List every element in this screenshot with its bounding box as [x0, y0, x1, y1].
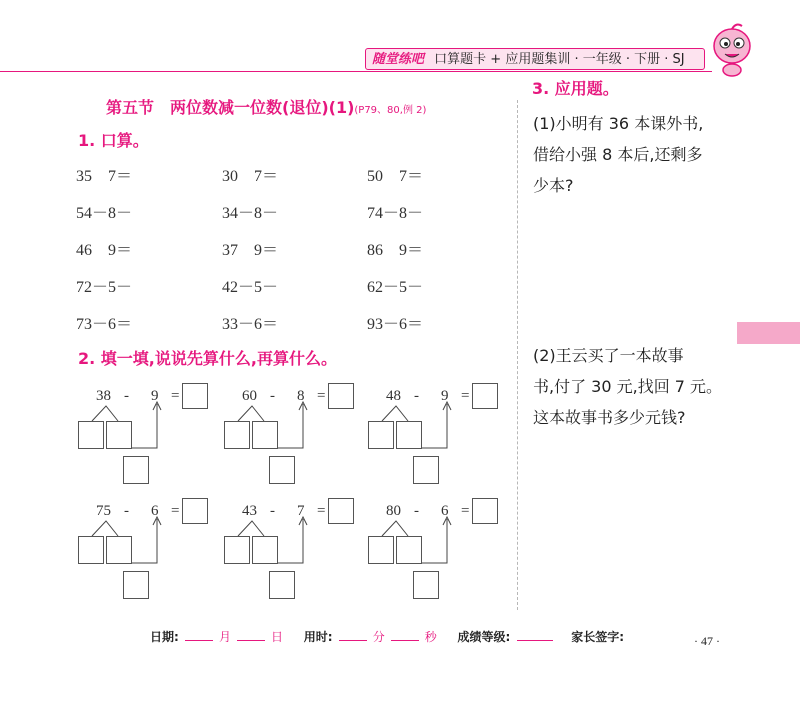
problem-line: 借给小强 8 本后,还剩多 — [533, 145, 703, 164]
grade-field[interactable] — [517, 640, 553, 641]
date-label: 日期: — [150, 630, 179, 644]
parent-label: 家长签字: — [571, 630, 625, 644]
equals: = — [317, 503, 326, 519]
fill-box[interactable] — [252, 536, 278, 564]
equals: = — [171, 503, 180, 519]
fill-box[interactable] — [106, 536, 132, 564]
q3-title: 3. 应用题。 — [532, 79, 619, 98]
calc-item: 37 9＝ — [222, 242, 279, 259]
mascot-icon — [708, 22, 756, 78]
equals: = — [461, 503, 470, 519]
second-field[interactable] — [391, 640, 419, 641]
header-divider — [0, 71, 712, 72]
decomp-problem — [224, 388, 364, 488]
problem-line: 书,付了 30 元,找回 7 元。 — [533, 377, 723, 396]
second-unit: 秒 — [424, 630, 437, 644]
fill-box[interactable] — [106, 421, 132, 449]
decomp-problem — [368, 503, 508, 603]
problem-line: (1)小明有 36 本课外书, — [533, 114, 704, 133]
section-title — [106, 95, 426, 118]
fill-box[interactable] — [413, 456, 439, 484]
calc-item: 42－5－ — [222, 279, 279, 296]
decomp-problem — [78, 388, 218, 488]
footer — [150, 628, 624, 645]
q1-title: 1. 口算。 — [78, 131, 149, 150]
fill-box[interactable] — [252, 421, 278, 449]
calc-item: 54－8－ — [76, 205, 133, 222]
calc-item: 93－6＝ — [367, 316, 424, 333]
subtrahend: 8 — [297, 388, 305, 404]
decomp-problem — [78, 503, 218, 603]
calc-item: 72－5－ — [76, 279, 133, 296]
calc-item: 30 7＝ — [222, 168, 279, 185]
equals: = — [461, 388, 470, 404]
operator: - — [124, 388, 129, 404]
operator: - — [414, 503, 419, 519]
header-title: 口算题卡 + 应用题集训 · 一年级 · 下册 · SJ — [434, 52, 685, 67]
minuend: 38 — [96, 388, 111, 404]
minute-field[interactable] — [339, 640, 367, 641]
decomp-problem — [224, 503, 364, 603]
fill-box[interactable] — [269, 456, 295, 484]
minuend: 75 — [96, 503, 111, 519]
subtrahend: 6 — [441, 503, 449, 519]
calc-item: 73－6＝ — [76, 316, 133, 333]
fill-box[interactable] — [123, 456, 149, 484]
operator: - — [270, 388, 275, 404]
word-problem-1 — [533, 108, 733, 201]
fill-box[interactable] — [123, 571, 149, 599]
day-unit: 日 — [271, 630, 284, 644]
operator: - — [124, 503, 129, 519]
column-divider — [517, 100, 518, 610]
calc-item: 50 7＝ — [367, 168, 424, 185]
calc-item: 34－8－ — [222, 205, 279, 222]
minute-unit: 分 — [372, 630, 385, 644]
section-ref: (P79、80,例 2) — [354, 105, 427, 116]
calc-item: 62－5－ — [367, 279, 424, 296]
page-number: · 47 · — [694, 634, 720, 648]
minuend: 43 — [242, 503, 257, 519]
fill-box[interactable] — [78, 421, 104, 449]
time-label: 用时: — [303, 630, 333, 644]
subtrahend: 9 — [441, 388, 449, 404]
calc-item: 86 9＝ — [367, 242, 424, 259]
calc-item: 74－8－ — [367, 205, 424, 222]
fill-box[interactable] — [368, 421, 394, 449]
fill-box[interactable] — [368, 536, 394, 564]
word-problem-2 — [533, 340, 733, 433]
problem-line: (2)王云买了一本故事 — [533, 346, 684, 365]
q2-title: 2. 填一填,说说先算什么,再算什么。 — [78, 349, 337, 368]
equals: = — [317, 388, 326, 404]
day-field[interactable] — [237, 640, 265, 641]
fill-box[interactable] — [78, 536, 104, 564]
header-bar — [365, 48, 705, 70]
fill-box[interactable] — [224, 536, 250, 564]
equals: = — [171, 388, 180, 404]
problem-line: 少本? — [533, 176, 574, 195]
calc-item: 33－6＝ — [222, 316, 279, 333]
calc-item: 46 9＝ — [76, 242, 133, 259]
minuend: 60 — [242, 388, 257, 404]
operator: - — [270, 503, 275, 519]
fill-box[interactable] — [269, 571, 295, 599]
side-tab — [737, 322, 800, 344]
fill-box[interactable] — [224, 421, 250, 449]
fill-box[interactable] — [396, 421, 422, 449]
fill-box[interactable] — [396, 536, 422, 564]
month-field[interactable] — [185, 640, 213, 641]
decomp-problem — [368, 388, 508, 488]
subtrahend: 7 — [297, 503, 305, 519]
section-title-text: 第五节 两位数减一位数(退位)(1) — [106, 98, 355, 117]
grade-label: 成绩等级: — [457, 630, 511, 644]
fill-box[interactable] — [413, 571, 439, 599]
calc-item: 35 7＝ — [76, 168, 133, 185]
operator: - — [414, 388, 419, 404]
minuend: 80 — [386, 503, 401, 519]
brand-label: 随堂练吧 — [372, 52, 425, 67]
subtrahend: 6 — [151, 503, 159, 519]
problem-line: 这本故事书多少元钱? — [533, 408, 686, 427]
minuend: 48 — [386, 388, 401, 404]
subtrahend: 9 — [151, 388, 159, 404]
month-unit: 月 — [219, 630, 232, 644]
